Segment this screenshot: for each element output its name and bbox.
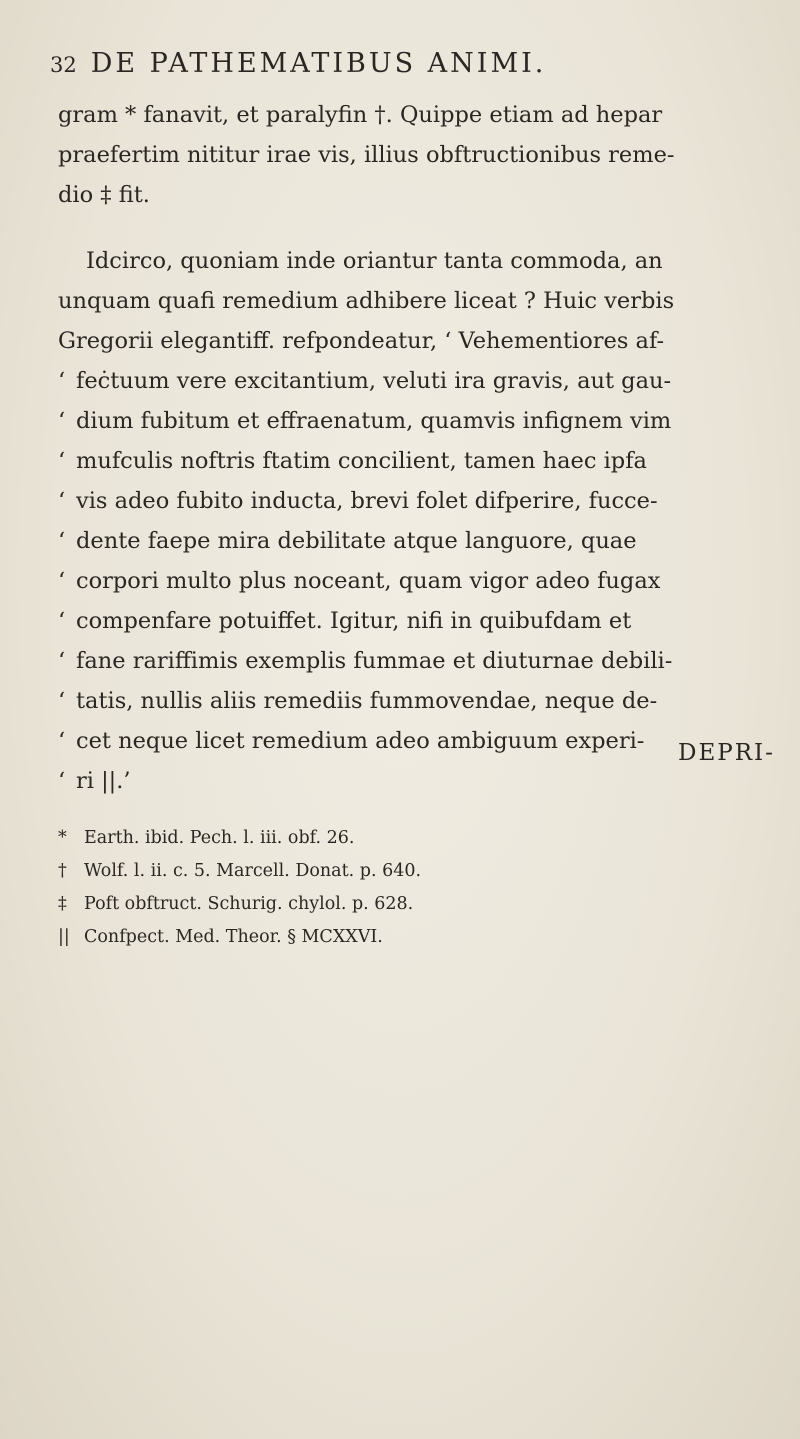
quote-line	[58, 561, 770, 601]
text-line: dium fubitum et effraenatum, quamvis infignem vim	[76, 408, 672, 434]
quote-mark: ‘	[58, 448, 66, 474]
footnote-mark: *	[58, 828, 67, 848]
text-line: gram * fanavit, et paralyfin †. Quippe etiam ad hepar	[58, 102, 663, 128]
main-text	[58, 95, 770, 801]
footnote	[58, 822, 778, 855]
quote-line	[58, 681, 770, 721]
text-line: dio ‡ fit.	[58, 182, 150, 208]
paragraph-gap	[58, 215, 770, 241]
text-line: ri ||.’	[76, 768, 131, 794]
quote-mark: ‘	[58, 768, 66, 794]
quote-line	[58, 761, 770, 801]
text-line: unquam quafi remedium adhibere liceat ? Huic verbis	[58, 288, 675, 314]
text-line: cet neque licet remedium adeo ambiguum experi-	[76, 728, 645, 754]
text-line: fane rariffimis exemplis fummae et diuturnae debili-	[76, 648, 673, 674]
quote-line	[58, 521, 770, 561]
quote-line	[58, 481, 770, 521]
text-line: mufculis noftris ftatim concilient, tamen haec ipfa	[76, 448, 647, 474]
quote-mark: ‘	[58, 488, 66, 514]
text-line: Gregorii elegantiff. refpondeatur, ‘ Vehementiores af-	[58, 328, 665, 354]
text-line: vis adeo fubito inducta, brevi folet difperire, fucce-	[76, 488, 658, 514]
quote-line	[58, 641, 770, 681]
quote-mark: ‘	[58, 528, 66, 554]
quote-mark: ‘	[58, 368, 66, 394]
quote-mark: ‘	[58, 688, 66, 714]
catchword: DEPRI-	[678, 740, 775, 766]
page-number: 32	[50, 53, 77, 77]
text-line: dente faepe mira debilitate atque languore, quae	[76, 528, 637, 554]
quote-mark: ‘	[58, 648, 66, 674]
text-line: corpori multo plus noceant, quam vigor adeo fugax	[76, 568, 661, 594]
footnote-mark: †	[58, 861, 67, 881]
footnote	[58, 855, 778, 888]
quote-line	[58, 361, 770, 401]
text-line: compenfare potuiffet. Igitur, nifi in quibufdam et	[76, 608, 632, 634]
running-header	[50, 48, 750, 79]
quote-mark: ‘	[58, 728, 66, 754]
quote-line	[58, 601, 770, 641]
text-line: Idcirco, quoniam inde oriantur tanta commoda, an	[86, 248, 663, 274]
footnote-mark: ||	[58, 927, 70, 947]
text-line: tatis, nullis aliis remediis fummovendae, neque de-	[76, 688, 658, 714]
quote-line	[58, 441, 770, 481]
quote-line	[58, 721, 770, 761]
quote-mark: ‘	[58, 408, 66, 434]
footnote	[58, 921, 778, 954]
footnote	[58, 888, 778, 921]
footnote-text: Confpect. Med. Theor. § MCXXVI.	[84, 927, 383, 947]
footnotes	[58, 822, 778, 954]
text-line: feċtuum vere excitantium, veluti ira gravis, aut gau-	[76, 368, 672, 394]
footnote-text: Wolf. l. ii. c. 5. Marcell. Donat. p. 640.	[84, 861, 422, 881]
quote-line	[58, 401, 770, 441]
text-line: praefertim nititur irae vis, illius obftructionibus reme-	[58, 142, 675, 168]
footnote-text: Poft obftruct. Schurig. chylol. p. 628.	[84, 894, 414, 914]
footnote-text: Earth. ibid. Pech. l. iii. obf. 26.	[84, 828, 355, 848]
quote-mark: ‘	[58, 608, 66, 634]
quote-mark: ‘	[58, 568, 66, 594]
footnote-mark: ‡	[58, 894, 67, 914]
running-title: DE PATHEMATIBUS ANIMI.	[90, 48, 547, 79]
